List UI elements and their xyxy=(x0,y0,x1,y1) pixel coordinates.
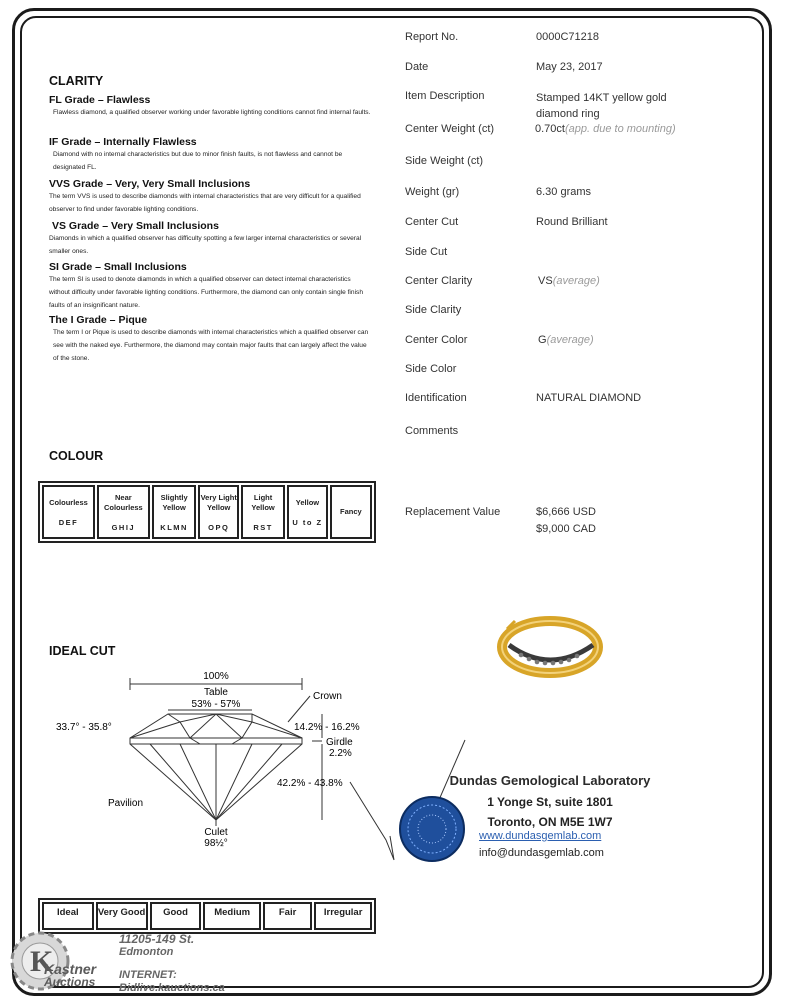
grade-desc: Diamonds in which a qualified observer has difficulty spotting a few larger internal characteristics or several smaller ones. xyxy=(49,235,362,255)
cut-grade-label: Irregular xyxy=(323,907,363,918)
colour-name: Very Light Yellow xyxy=(200,492,237,512)
ring-photo xyxy=(495,605,605,680)
colour-range: OPQ xyxy=(208,522,230,532)
table-label: Table xyxy=(204,687,228,698)
colour-cell xyxy=(287,485,328,539)
crown-height-label: 14.2% - 16.2% xyxy=(294,722,360,733)
grade-title: SI Grade – Small Inclusions xyxy=(49,261,187,273)
colour-cell xyxy=(97,485,150,539)
watermark-city: Edmonton xyxy=(119,946,174,958)
grade-vvs xyxy=(49,178,369,216)
lab-city: Toronto, ON M5E 1W7 xyxy=(487,815,613,829)
center-clarity-note: (average) xyxy=(552,275,600,287)
cut-grade-label: Good xyxy=(163,907,188,918)
colour-name: Yellow xyxy=(295,497,320,507)
colour-name: Slightly Yellow xyxy=(160,492,188,512)
brand-line1: Kastner xyxy=(44,961,97,977)
field-label: Center Clarity xyxy=(405,275,473,287)
grade-desc: The term VVS is used to describe diamonds with internal characteristics that are very difficult for a qualified observer to find under favorable lighting conditions. xyxy=(49,193,361,213)
lab-website-link[interactable]: www.dundasgemlab.com xyxy=(479,830,602,842)
center-weight xyxy=(535,123,676,135)
colour-scale xyxy=(38,481,376,543)
center-color xyxy=(538,334,594,346)
colour-cell xyxy=(330,485,372,539)
report-number: 0000C71218 xyxy=(536,31,600,43)
field-label: Report No. xyxy=(405,31,459,43)
cut-grade-label: Medium xyxy=(214,907,251,918)
lab-address xyxy=(430,773,670,829)
ideal-cut-heading: IDEAL CUT xyxy=(49,644,116,658)
grade-if xyxy=(49,136,373,174)
field-label: Center Color xyxy=(405,334,468,346)
svg-text:K: K xyxy=(30,945,54,978)
watermark-address: 11205-149 St. xyxy=(119,932,195,946)
cut-grade-label: Ideal xyxy=(56,907,79,918)
cut-grade-label: Fair xyxy=(278,907,297,918)
field-label: Identification xyxy=(405,392,467,404)
watermark-url[interactable]: Bidlive.kauctions.ca xyxy=(119,982,225,994)
field-label: Side Cut xyxy=(405,246,448,258)
field-label: Side Weight (ct) xyxy=(405,155,484,167)
colour-name: Near Colourless xyxy=(103,492,143,512)
field-label: Center Weight (ct) xyxy=(405,123,495,135)
grade-vs xyxy=(49,220,369,258)
culet-label: Culet xyxy=(204,827,228,838)
center-weight-value: 0.70ct xyxy=(535,123,565,135)
ideal-cut-diagram xyxy=(40,662,370,852)
grade-si xyxy=(49,261,369,312)
cut-grade-cell xyxy=(150,902,202,930)
lab-street: 1 Yonge St, suite 1801 xyxy=(487,795,613,809)
grade-title: VVS Grade – Very, Very Small Inclusions xyxy=(49,178,251,190)
cut-grade-cell xyxy=(263,902,312,930)
item-description: Stamped 14KT yellow gold diamond ring xyxy=(536,92,667,120)
center-clarity xyxy=(538,275,600,287)
kastner-logo xyxy=(8,925,108,997)
colour-range: RST xyxy=(253,522,273,532)
replacement-cad: $9,000 CAD xyxy=(536,523,596,535)
girdle-pct-label: 2.2% xyxy=(329,748,352,759)
replacement-usd: $6,666 USD xyxy=(536,506,596,518)
colour-cell xyxy=(42,485,95,539)
culet-angle-label: 98½° xyxy=(204,838,228,849)
field-label: Side Clarity xyxy=(405,304,462,316)
grade-desc: The term I or Pique is used to describe diamonds with internal characteristics which a qualified observer can see with the naked eye. Furthermore, the diamond may contain major faults that can largely affect the value of the stone. xyxy=(53,329,369,362)
colour-name: Light Yellow xyxy=(251,492,275,512)
field-label: Comments xyxy=(405,425,459,437)
replacement-label: Replacement Value xyxy=(405,506,501,518)
cut-grade-cell xyxy=(314,902,372,930)
pavilion-label: Pavilion xyxy=(108,798,144,809)
grade-fl xyxy=(49,94,373,119)
field-label: Weight (gr) xyxy=(405,186,460,198)
colour-name: Colourless xyxy=(49,497,88,507)
cut-grade-cell xyxy=(203,902,260,930)
center-color-note: (average) xyxy=(546,334,594,346)
width-label: 100% xyxy=(203,671,229,682)
colour-range: KLMN xyxy=(160,522,188,532)
crown-angle-label: 33.7° - 35.8° xyxy=(56,722,112,733)
center-weight-note: (app. due to mounting) xyxy=(564,123,676,135)
center-cut: Round Brilliant xyxy=(536,216,608,228)
field-label: Item Description xyxy=(405,90,485,102)
crown-label: Crown xyxy=(313,691,342,702)
grade-title: FL Grade – Flawless xyxy=(49,94,151,106)
colour-heading: COLOUR xyxy=(49,449,104,463)
grade-desc: Diamond with no internal characteristics but due to minor finish faults, is not flawless and cannot be designated FL. xyxy=(53,151,343,171)
grade-title: VS Grade – Very Small Inclusions xyxy=(52,220,219,232)
grade-title: IF Grade – Internally Flawless xyxy=(49,136,197,148)
watermark-internet-label: INTERNET: xyxy=(119,969,177,981)
colour-name: Fancy xyxy=(340,507,362,516)
grade-desc: Flawless diamond, a qualified observer working under favorable lighting conditions cannot find internal faults. xyxy=(53,109,371,116)
colour-cell xyxy=(152,485,197,539)
colour-cell xyxy=(198,485,239,539)
grade-i xyxy=(49,314,373,365)
report-date: May 23, 2017 xyxy=(536,61,603,73)
weight-grams: 6.30 grams xyxy=(536,186,592,198)
field-label: Center Cut xyxy=(405,216,459,228)
grade-title: The I Grade – Pique xyxy=(49,314,148,326)
colour-range: U to Z xyxy=(292,517,323,527)
grade-desc: The term SI is used to denote diamonds in which a qualified observer can detect internal characteristics without difficulty under favorable lighting conditions. Furthermore, the diamond can only contain single finish faults of an insignificant nature. xyxy=(49,276,363,309)
center-color-value: G xyxy=(538,334,547,346)
colour-range: DEF xyxy=(58,517,79,527)
lab-name: Dundas Gemological Laboratory xyxy=(449,773,651,788)
cut-grade-label: Very Good xyxy=(97,907,146,918)
crown-pointer xyxy=(288,696,310,722)
field-label: Side Color xyxy=(405,363,457,375)
field-label: Date xyxy=(405,61,429,73)
clarity-heading: CLARITY xyxy=(49,74,104,88)
center-clarity-value: VS xyxy=(538,275,553,287)
pavilion-depth-label: 42.2% - 43.8% xyxy=(277,778,343,789)
identification: NATURAL DIAMOND xyxy=(536,392,642,404)
girdle-label: Girdle xyxy=(326,737,353,748)
table-range-label: 53% - 57% xyxy=(191,699,241,710)
colour-cell xyxy=(241,485,285,539)
lab-email: info@dundasgemlab.com xyxy=(479,847,604,859)
colour-range: GHIJ xyxy=(111,522,136,532)
brand-line2: Auctions xyxy=(44,975,96,989)
